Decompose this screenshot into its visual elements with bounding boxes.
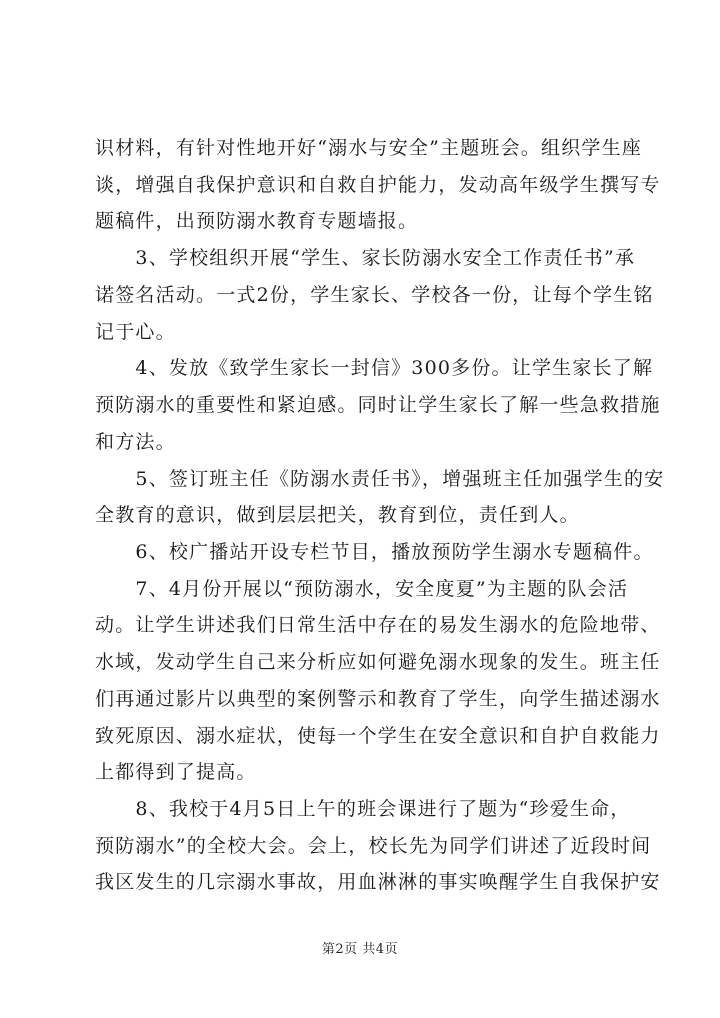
body-text-line: 预防溺水”的全校大会。会上，校长先为同学们讲述了近段时间 <box>95 835 652 857</box>
body-text-line: 7、4月份开展以“预防溺水，安全度夏”为主题的队会活 <box>95 578 629 600</box>
body-text-line: 6、校广播站开设专栏节目，播放预防学生溺水专题稿件。 <box>95 541 654 563</box>
body-text-line: 水域，发动学生自己来分析应如何避免溺水现象的发生。班主任 <box>95 651 661 673</box>
body-text-line: 和方法。 <box>95 431 176 453</box>
body-text-line: 上都得到了提高。 <box>95 761 257 783</box>
body-text-line: 诺签名活动。一式2份，学生家长、学校各一份，让每个学生铭 <box>95 284 654 306</box>
page-number-footer: 第2页 共4页 <box>321 942 399 957</box>
body-text-line: 记于心。 <box>95 321 176 343</box>
body-text-line: 预防溺水的重要性和紧迫感。同时让学生家长了解一些急救措施 <box>95 394 661 416</box>
body-text-line: 我区发生的几宗溺水事故，用血淋淋的事实唤醒学生自我保护安 <box>95 871 661 893</box>
body-text-line: 4、发放《致学生家长一封信》300多份。让学生家长了解 <box>95 357 654 379</box>
body-text-line: 5、签订班主任《防溺水责任书》，增强班主任加强学生的安 <box>95 468 665 490</box>
body-text-line: 全教育的意识，做到层层把关，教育到位，责任到人。 <box>95 504 580 526</box>
body-text-line: 识材料，有针对性地开好“溺水与安全”主题班会。组织学生座 <box>95 137 643 159</box>
body-text-line: 致死原因、溺水症状，使每一个学生在安全意识和自护自救能力 <box>95 725 661 747</box>
body-text-line: 谈，增强自我保护意识和自救自护能力，发动高年级学生撰写专 <box>95 174 661 196</box>
body-text-line: 们再通过影片以典型的案例警示和教育了学生，向学生描述溺水 <box>95 688 661 710</box>
body-text-line: 题稿件，出预防溺水教育专题墙报。 <box>95 210 419 232</box>
body-text-line: 3、学校组织开展“学生、家长防溺水安全工作责任书”承 <box>95 247 636 269</box>
body-text-line: 动。让学生讲述我们日常生活中存在的易发生溺水的危险地带、 <box>95 614 661 636</box>
body-text-line: 8、我校于4月5日上午的班会课进行了题为“珍爱生命， <box>95 798 631 820</box>
